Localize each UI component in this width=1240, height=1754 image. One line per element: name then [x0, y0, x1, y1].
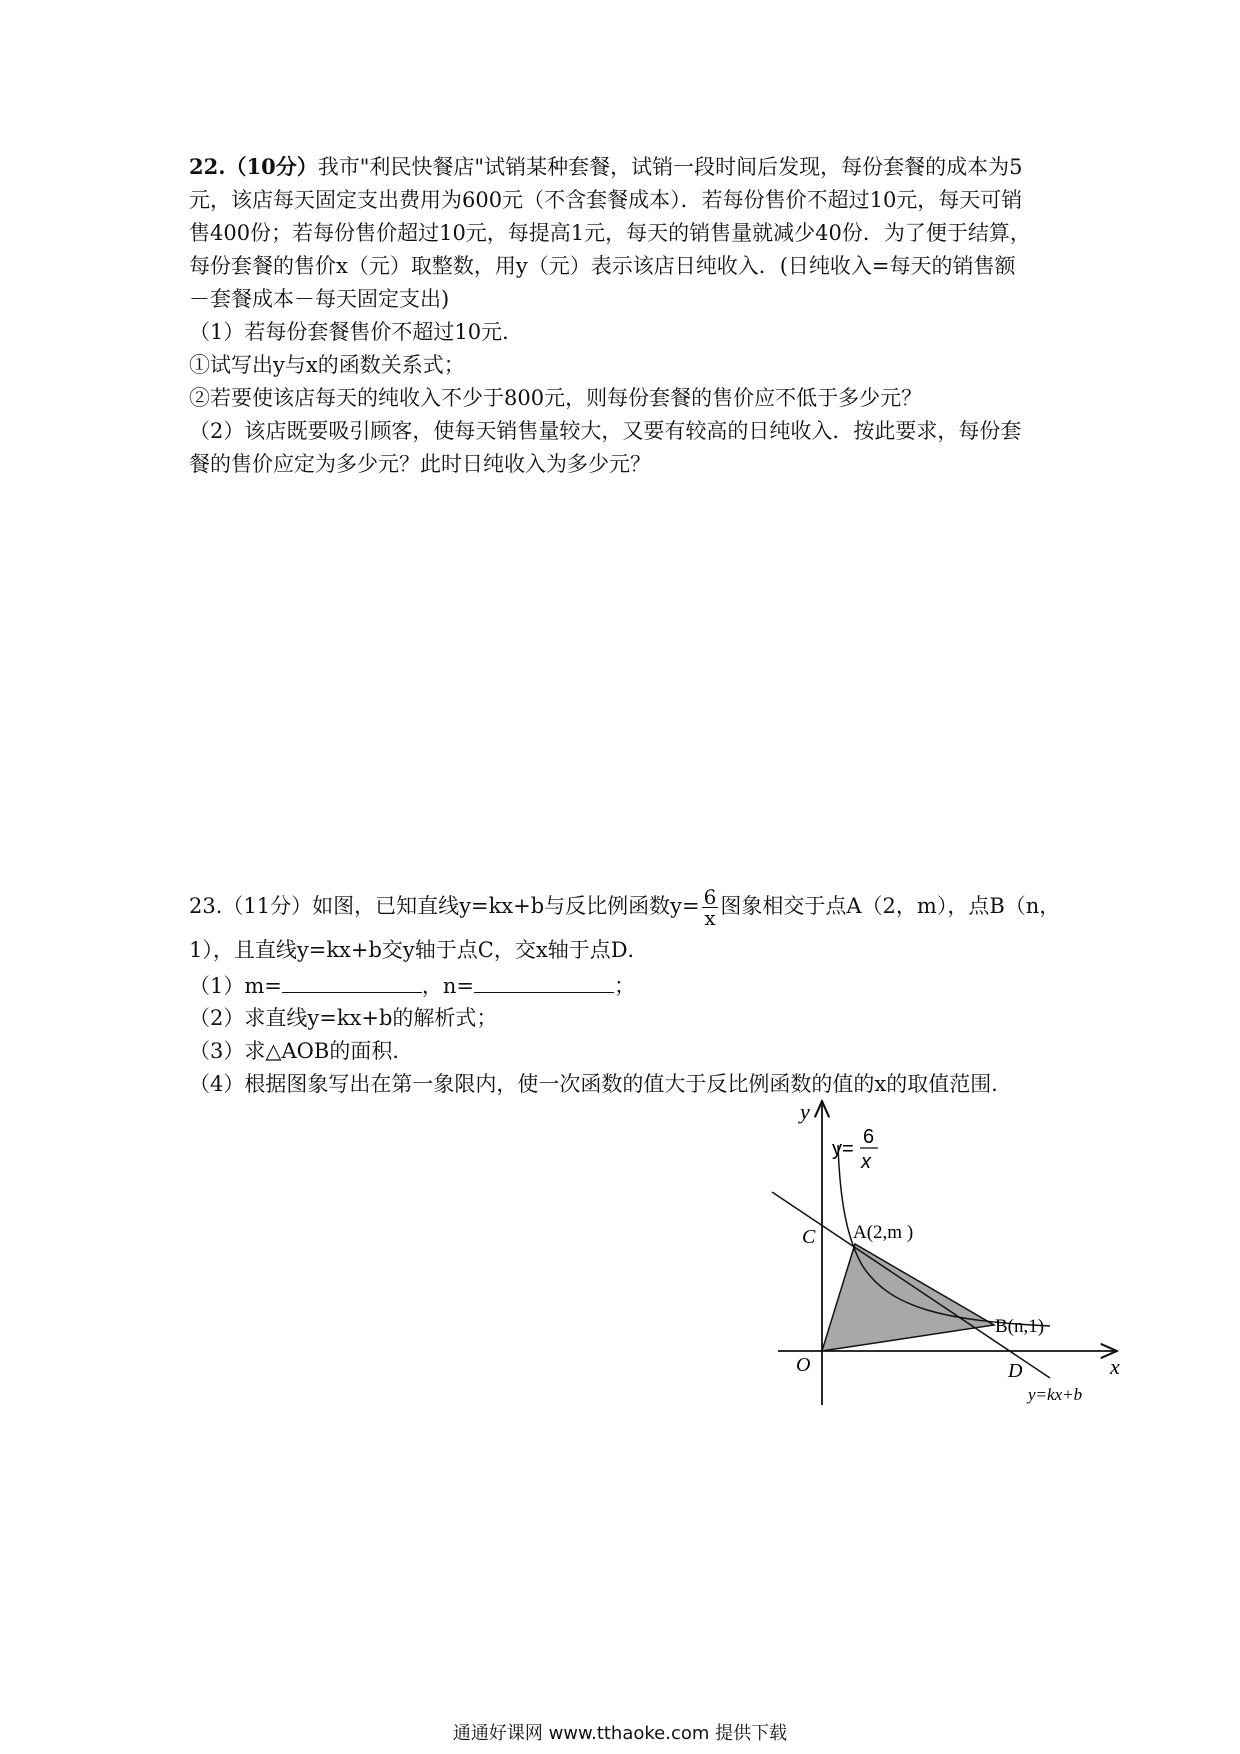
point-b-label: B(n,1): [995, 1316, 1045, 1337]
q23-line-2: 1），且直线y=kx+b交y轴于点C，交x轴于点D．: [189, 938, 649, 962]
q23-part-2: （2）求直线y=kx+b的解析式；: [189, 1006, 498, 1030]
q23-intro: 23.（11分）如图，已知直线y=kx+b与反比例函数y=: [189, 894, 700, 918]
q22-line-4: 每份套餐的售价x（元）取整数，用y（元）表示该店日纯收入．(日纯收入=每天的销售额: [189, 254, 1016, 278]
q23-m-label: （1）m=: [189, 974, 282, 998]
n-answer-blank[interactable]: [474, 970, 614, 993]
page-footer: 通通好课网 www.tthaoke.com 提供下载: [452, 1723, 788, 1744]
q23-part-3: （3）求△AOB的面积．: [189, 1039, 414, 1063]
q22-part-2-cont: 餐的售价应定为多少元？此时日纯收入为多少元？: [189, 452, 651, 476]
q22-number: 22.（10分）: [189, 154, 318, 179]
m-answer-blank[interactable]: [282, 970, 422, 993]
q23-part-1: [189, 970, 635, 1001]
curve-label-numerator: 6: [863, 1126, 875, 1148]
curve-label: y=: [832, 1138, 854, 1160]
q22-line-2: 元，该店每天固定支出费用为600元（不含套餐成本）．若每份售价不超过10元，每天可销: [189, 188, 1023, 212]
y-axis-label: y: [800, 1099, 810, 1124]
q22-part-2: （2）该店既要吸引顾客，使每天销售量较大，又要有较高的日纯收入．按此要求，每份套: [189, 419, 1022, 443]
q23-n-label: ，n=: [421, 974, 474, 998]
q22-part-1-sub-2: ②若要使该店每天的纯收入不少于800元，则每份套餐的售价应不低于多少元？: [189, 386, 923, 410]
q23-line-1: [189, 884, 1060, 928]
q22-part-1: （1）若每份套餐售价不超过10元．: [189, 320, 524, 344]
x-axis-label: x: [1110, 1354, 1120, 1379]
q23-intro-cont: 图象相交于点A（2，m），点B（n，: [720, 894, 1061, 918]
q23-frac-den: x: [704, 906, 716, 930]
linear-function-line: [772, 1192, 1050, 1378]
line-equation-label: y=kx+b: [1028, 1385, 1083, 1404]
q23-part-1-end: ；: [614, 974, 635, 998]
curve-label-denominator: x: [861, 1151, 871, 1173]
origin-label: O: [796, 1354, 811, 1376]
q23-part-4: （4）根据图象写出在第一象限内，使一次函数的值大于反比例函数的值的x的取值范围．: [189, 1072, 1013, 1096]
q22-line-3: 售400份；若每份售价超过10元，每提高1元，每天的销售量就减少40份．为了便于结算，: [189, 221, 1031, 245]
q23-frac-num: 6: [703, 885, 717, 909]
q22-line-1: [189, 152, 1022, 182]
point-c-label: C: [802, 1226, 816, 1248]
point-a-label: A(2,m ): [853, 1222, 914, 1243]
q23-fraction: [702, 887, 719, 928]
point-d-label: D: [1008, 1360, 1023, 1382]
q22-line-5: －套餐成本－每天固定支出): [189, 287, 450, 311]
q22-part-1-sub-1: ①试写出y与x的函数关系式；: [189, 353, 465, 377]
triangle-aob-shading: [822, 1244, 994, 1351]
q22-text-1: 我市"利民快餐店"试销某种套餐，试销一段时间后发现，每份套餐的成本为5: [317, 155, 1023, 179]
function-graph-figure: [760, 1095, 1140, 1425]
